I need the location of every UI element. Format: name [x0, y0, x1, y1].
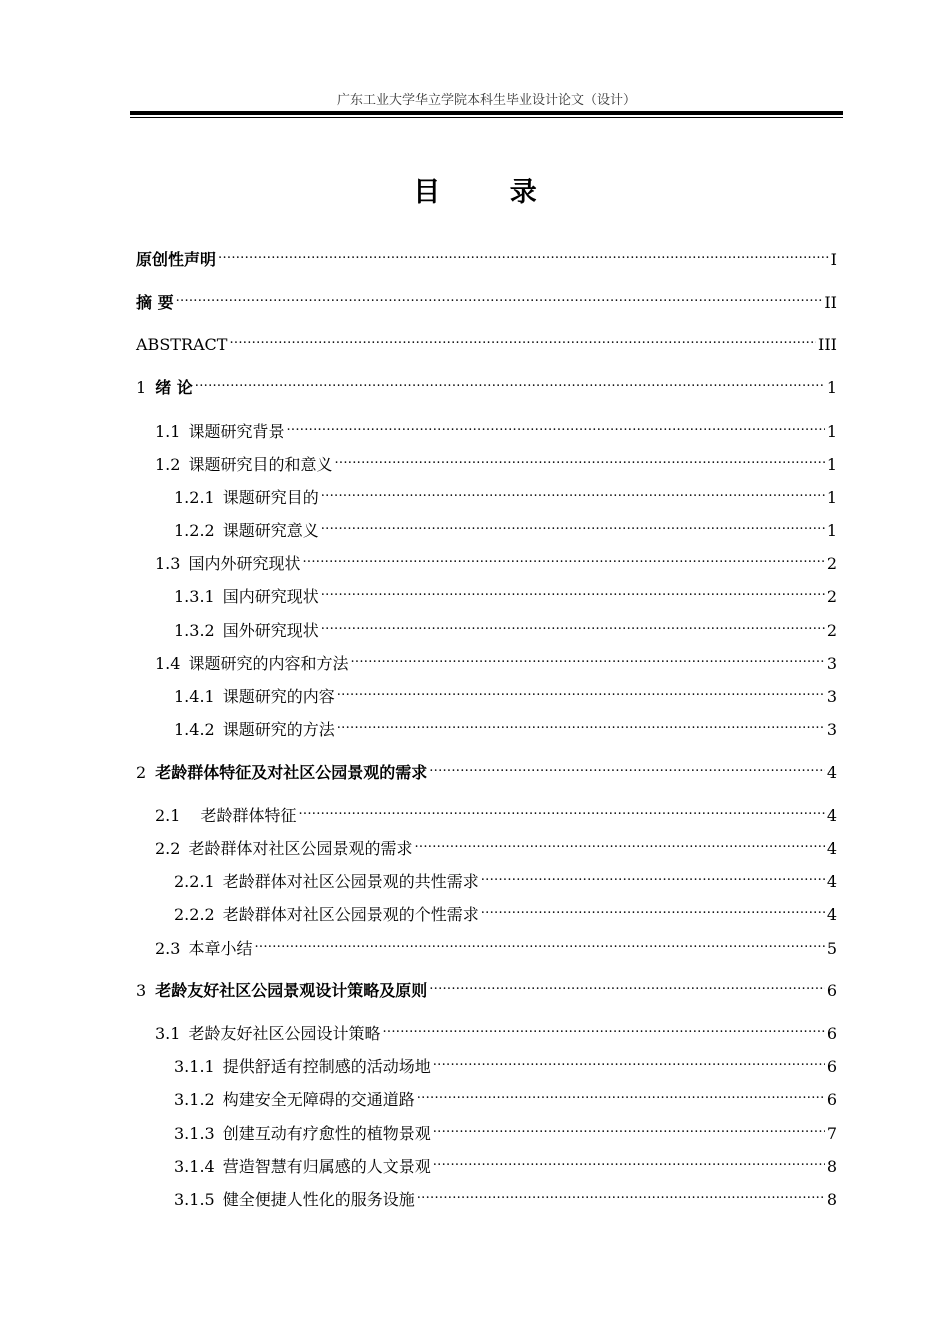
- toc-entry-page: I: [830, 250, 837, 269]
- toc-leader-dots: [321, 580, 825, 602]
- toc-leader-dots: [417, 1183, 825, 1205]
- toc-entry[interactable]: [155, 415, 837, 443]
- toc-leader-dots: [321, 514, 825, 536]
- toc-entry-number: 1.3: [155, 554, 181, 573]
- toc-entry[interactable]: [155, 547, 837, 575]
- toc-entry-number: 1: [136, 378, 147, 397]
- toc-leader-dots: [218, 243, 829, 265]
- toc-entry-page: 3: [826, 654, 837, 673]
- toc-entry-title: 创建互动有疗愈性的植物景观: [222, 1124, 431, 1143]
- toc-entry[interactable]: [155, 448, 837, 476]
- toc-entry-number: 1.4.2: [174, 720, 215, 739]
- toc-title: 目 录: [413, 177, 567, 208]
- toc-entry-number: 3: [136, 981, 147, 1000]
- toc-entry[interactable]: [155, 647, 837, 675]
- toc-entry-number: 1.1: [155, 422, 181, 441]
- toc-entry-number: 1.4: [155, 654, 181, 673]
- toc-entry-page: 2: [826, 554, 837, 573]
- toc-entry-title: 摘 要: [136, 293, 174, 312]
- toc-entry-page: 8: [826, 1157, 837, 1176]
- toc-entry-number: 2.2: [155, 839, 181, 858]
- toc-entry-page: 6: [826, 1057, 837, 1076]
- toc-entry[interactable]: [174, 481, 837, 509]
- toc-entry-page: 3: [826, 687, 837, 706]
- toc-entry-page: 5: [826, 939, 837, 958]
- toc-entry-number: 1.2: [155, 455, 181, 474]
- toc-leader-dots: [481, 898, 825, 920]
- toc-entry-number: 2.2.2: [174, 905, 215, 924]
- toc-leader-dots: [337, 713, 825, 735]
- toc-entry-title: 构建安全无障碍的交通道路: [222, 1090, 415, 1109]
- toc-entry[interactable]: [174, 1117, 837, 1145]
- toc-leader-dots: [302, 547, 824, 569]
- toc-entry-page: III: [818, 335, 837, 354]
- toc-entry-page: 6: [826, 1024, 837, 1043]
- toc-entry-page: 1: [826, 455, 837, 474]
- toc-leader-dots: [321, 481, 825, 503]
- toc-entry-page: 7: [826, 1124, 837, 1143]
- toc-leader-dots: [334, 448, 824, 470]
- toc-entry-number: 2.3: [155, 939, 181, 958]
- toc-entry[interactable]: [174, 614, 837, 642]
- toc-entry-number: 1.3.2: [174, 621, 215, 640]
- toc-entry-page: 1: [826, 521, 837, 540]
- toc-entry-title: 本章小结: [188, 939, 253, 958]
- toc-entry-number: 2.2.1: [174, 872, 215, 891]
- toc-entry[interactable]: [174, 1150, 837, 1178]
- toc-entry-number: 1.2.1: [174, 488, 215, 507]
- toc-entry-title: 原创性声明: [136, 250, 217, 269]
- toc-entry[interactable]: [174, 1083, 837, 1111]
- toc-entry-number: 3.1.4: [174, 1157, 215, 1176]
- toc-entry[interactable]: [136, 243, 837, 271]
- toc-entry-page: II: [824, 293, 837, 312]
- toc-entry[interactable]: [136, 756, 837, 784]
- toc-entry-page: 1: [826, 378, 837, 397]
- toc-entry-number: 2.1: [155, 806, 181, 825]
- toc-entry-page: 8: [826, 1190, 837, 1209]
- toc-entry-page: 4: [826, 872, 837, 891]
- toc-entry-number: 2: [136, 763, 147, 782]
- toc-entry-title: 老龄群体对社区公园景观的共性需求: [222, 872, 479, 891]
- toc-leader-dots: [176, 286, 823, 308]
- toc-entry-title: 老龄群体对社区公园景观的个性需求: [222, 905, 479, 924]
- toc-entry[interactable]: [136, 371, 837, 399]
- toc-entry-number: 3.1: [155, 1024, 181, 1043]
- toc-entry-title: 课题研究目的: [222, 488, 319, 507]
- toc-entry[interactable]: [155, 932, 837, 960]
- toc-entry-page: 4: [826, 905, 837, 924]
- toc-entry[interactable]: [136, 328, 837, 356]
- toc-entry[interactable]: [136, 974, 837, 1002]
- toc-entry-number: 1.3.1: [174, 587, 215, 606]
- toc-leader-dots: [254, 932, 824, 954]
- toc-entry-title: 课题研究的内容: [222, 687, 335, 706]
- toc-entry-title: 课题研究目的和意义: [188, 455, 333, 474]
- toc-entry-number: 3.1.5: [174, 1190, 215, 1209]
- toc-entry-number: 3.1.1: [174, 1057, 215, 1076]
- toc-entry-page: 2: [826, 621, 837, 640]
- toc-leader-dots: [298, 799, 824, 821]
- toc-entry[interactable]: [174, 680, 837, 708]
- toc-entry-title: 课题研究的方法: [222, 720, 335, 739]
- toc-leader-dots: [321, 614, 825, 636]
- toc-leader-dots: [433, 1117, 825, 1139]
- toc-entry-title: 课题研究背景: [188, 422, 285, 441]
- toc-entry-number: 3.1.2: [174, 1090, 215, 1109]
- toc-entry-page: 6: [826, 1090, 837, 1109]
- toc-leader-dots: [429, 974, 825, 996]
- toc-entry-title: 老龄群体特征: [200, 806, 297, 825]
- toc-leader-dots: [382, 1017, 824, 1039]
- toc-entry-title: 老龄群体特征及对社区公园景观的需求: [155, 763, 428, 782]
- toc-entry-number: 1.2.2: [174, 521, 215, 540]
- toc-entry[interactable]: [136, 286, 837, 314]
- toc-leader-dots: [229, 328, 816, 350]
- toc-entry[interactable]: [174, 898, 837, 926]
- toc-leader-dots: [195, 371, 825, 393]
- header-rule-thick: [130, 111, 843, 115]
- toc-leader-dots: [350, 647, 824, 669]
- toc-entry-title: 绪 论: [155, 378, 193, 397]
- toc-leader-dots: [286, 415, 824, 437]
- toc-leader-dots: [417, 1083, 825, 1105]
- toc-entry-number: 1.4.1: [174, 687, 215, 706]
- toc-entry-title: 老龄友好社区公园设计策略: [188, 1024, 381, 1043]
- header-rule-thin: [130, 117, 843, 118]
- toc-entry-title: 国内研究现状: [222, 587, 319, 606]
- toc-entry-title: 健全便捷人性化的服务设施: [222, 1190, 415, 1209]
- toc-leader-dots: [433, 1050, 825, 1072]
- toc-entry-page: 2: [826, 587, 837, 606]
- toc-entry[interactable]: [155, 1017, 837, 1045]
- toc-entry[interactable]: [155, 799, 837, 827]
- toc-leader-dots: [414, 832, 824, 854]
- toc-entry-title: 营造智慧有归属感的人文景观: [222, 1157, 431, 1176]
- toc-entry-page: 4: [826, 763, 837, 782]
- toc-entry[interactable]: [174, 865, 837, 893]
- toc-entry-page: 1: [826, 422, 837, 441]
- running-header: 广东工业大学华立学院本科生毕业设计论文（设计）: [336, 93, 636, 108]
- toc-entry-page: 6: [826, 981, 837, 1000]
- toc-entry-title: 课题研究意义: [222, 521, 319, 540]
- toc-entry-title: 课题研究的内容和方法: [188, 654, 349, 673]
- toc-entry-page: 1: [826, 488, 837, 507]
- toc-entry-page: 3: [826, 720, 837, 739]
- toc-leader-dots: [337, 680, 825, 702]
- toc-entry-title: 国外研究现状: [222, 621, 319, 640]
- toc-entry-title: 提供舒适有控制感的活动场地: [222, 1057, 431, 1076]
- toc-leader-dots: [433, 1150, 825, 1172]
- toc-entry[interactable]: [174, 1183, 837, 1211]
- toc-entry-page: 4: [826, 806, 837, 825]
- toc-entry-title: ABSTRACT: [136, 335, 228, 354]
- toc-entry-title: 国内外研究现状: [188, 554, 301, 573]
- toc-entry[interactable]: [174, 1050, 837, 1078]
- toc-entry[interactable]: [174, 580, 837, 608]
- toc-entry-title: 老龄友好社区公园景观设计策略及原则: [155, 981, 428, 1000]
- toc-entry[interactable]: [155, 832, 837, 860]
- toc-entry[interactable]: [174, 713, 837, 741]
- toc-entry-page: 4: [826, 839, 837, 858]
- toc-entry-number: 3.1.3: [174, 1124, 215, 1143]
- toc-entry[interactable]: [174, 514, 837, 542]
- toc-leader-dots: [481, 865, 825, 887]
- toc-entry-title: 老龄群体对社区公园景观的需求: [188, 839, 413, 858]
- toc-leader-dots: [429, 756, 825, 778]
